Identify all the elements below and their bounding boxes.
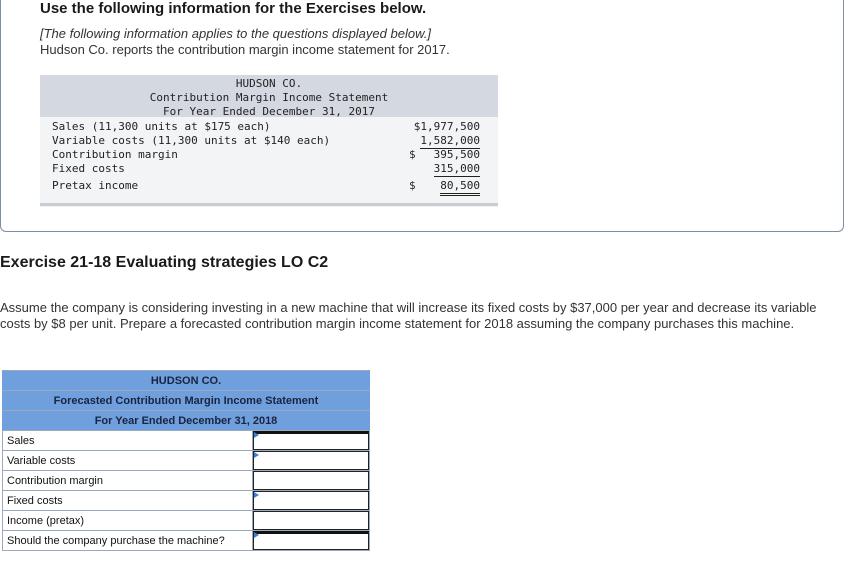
forecast-cell-contribution-margin [253, 471, 370, 491]
forecast-cell-purchase-decision [253, 531, 370, 551]
forecast-row-contribution-margin [3, 471, 370, 491]
sales-input[interactable] [253, 431, 369, 450]
forecast-label-income-pretax: Income (pretax) [3, 511, 253, 531]
row-amount: 395,500 [433, 148, 480, 161]
exercise-title: Exercise 21-18 Evaluating strategies LO C2 [0, 254, 329, 271]
statement-2017 [40, 75, 498, 207]
row-amount: 315,000 [433, 162, 480, 175]
row-label: Variable costs (11,300 units at $140 each) [52, 134, 331, 147]
income-pretax-input[interactable] [253, 511, 369, 530]
forecast-label-variable-costs: Variable costs [3, 451, 253, 471]
forecast-cell-variable-costs [253, 451, 370, 471]
row-dollar: $ [409, 148, 416, 161]
forecast-cell-income-pretax [253, 511, 370, 531]
forecast-row-purchase-decision [3, 531, 370, 551]
input-marker-icon [254, 532, 259, 538]
row-label: Fixed costs [52, 162, 125, 175]
variable-costs-input[interactable] [253, 451, 369, 470]
row-amount: 1,582,000 [420, 134, 480, 147]
forecast-label-contribution-margin: Contribution margin [3, 471, 253, 491]
info-heading: Use the following information for the Exercises below. [40, 0, 427, 17]
row-label: Contribution margin [52, 148, 178, 161]
forecast-label-sales: Sales [3, 431, 253, 451]
info-intro: Hudson Co. reports the contribution margin income statement for 2017. [40, 42, 450, 57]
forecast-cell-sales [253, 431, 370, 451]
forecast-row-sales [3, 431, 370, 451]
fixed-costs-input[interactable] [253, 491, 369, 510]
purchase-decision-select[interactable] [253, 531, 369, 550]
input-marker-icon [254, 492, 259, 498]
info-note: [The following information applies to the questions displayed below.] [40, 26, 431, 41]
statement-2017-period: For Year Ended December 31, 2017 [163, 105, 375, 118]
forecast-company: HUDSON CO. [3, 371, 370, 391]
statement-row-fixed-costs [52, 162, 492, 176]
forecast-row-income-pretax [3, 511, 370, 531]
row-amount: $1,977,500 [413, 120, 480, 133]
forecast-table [2, 370, 370, 551]
row-label: Sales (11,300 units at $175 each) [52, 120, 271, 133]
statement-row-pretax-income [52, 179, 492, 193]
input-marker-icon [254, 452, 259, 458]
statement-2017-title: Contribution Margin Income Statement [149, 91, 389, 104]
forecast-label-purchase-decision: Should the company purchase the machine? [3, 531, 253, 551]
input-marker-icon [254, 432, 259, 438]
forecast-row-variable-costs [3, 451, 370, 471]
statement-row-sales [52, 120, 492, 134]
forecast-label-fixed-costs: Fixed costs [3, 491, 253, 511]
statement-2017-company: HUDSON CO. [235, 77, 303, 90]
exercise-text: Assume the company is considering investing in a new machine that will increase its fixed costs by $37,000 per year and decrease its variable costs by $8 per unit. Prepare a forecasted contribution margin income statement for 2018 assuming the company purchases this machine. [0, 300, 817, 331]
forecast-row-fixed-costs [3, 491, 370, 511]
statement-2017-header [40, 75, 498, 117]
row-amount: 80,500 [440, 179, 480, 196]
statement-bottom-rule [40, 203, 498, 206]
statement-row-contribution-margin [52, 148, 492, 162]
forecast-cell-fixed-costs [253, 491, 370, 511]
forecast-title: Forecasted Contribution Margin Income Statement [3, 391, 370, 411]
forecast-period: For Year Ended December 31, 2018 [3, 411, 370, 431]
contribution-margin-input[interactable] [253, 471, 369, 490]
row-label: Pretax income [52, 179, 139, 192]
statement-row-variable-costs [52, 134, 492, 148]
row-dollar: $ [409, 179, 416, 192]
